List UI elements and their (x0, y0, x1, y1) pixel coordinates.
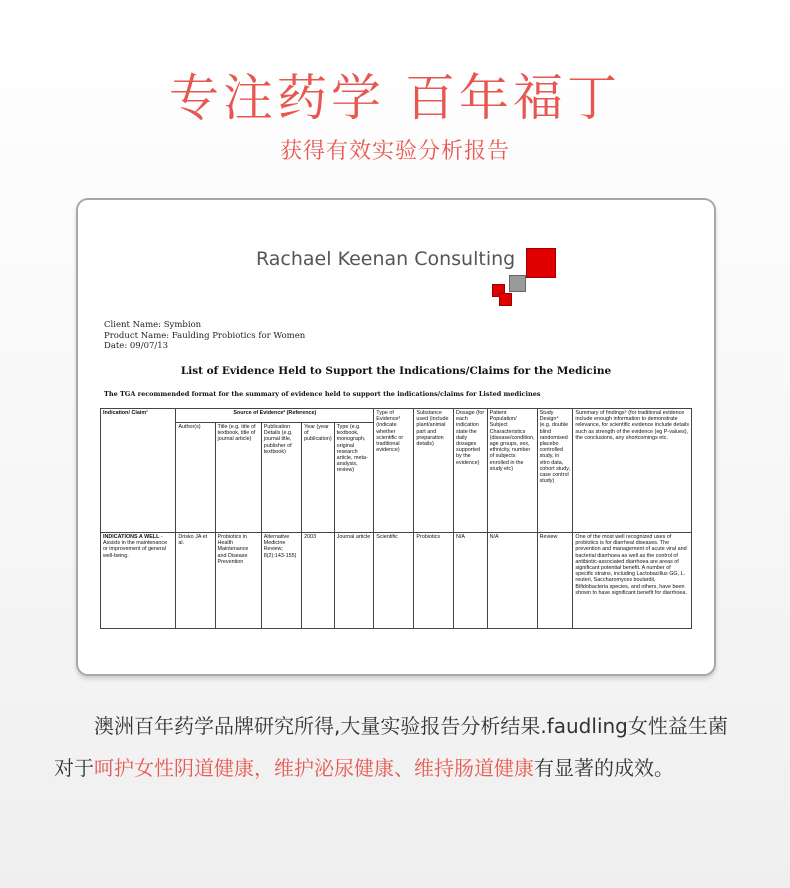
description-paragraph (54, 705, 744, 789)
logo-square-grey (509, 275, 526, 292)
consulting-brand-name: Rachael Keenan Consulting (256, 248, 516, 270)
description-text: 澳洲百年药学品牌研究所得,大量实验报告分析结果.faudling女性益生菌对于 (54, 714, 728, 780)
description-highlight: 呵护女性阴道健康，维护泌尿健康、维持肠道健康 (94, 756, 534, 780)
header-indication: Indication/ Claim¹ (101, 409, 176, 533)
header-source: Source of Evidence² (Reference) (176, 409, 374, 423)
cell-year: 2003 (302, 533, 335, 629)
header-type: Type (e.g. textbook, monograph, original research article, meta-analysis, review) (334, 423, 374, 533)
header-year: Year (year of publication) (302, 423, 335, 533)
header-authors: Author(s) (176, 423, 215, 533)
header-findings: Summary of findings⁵ (for traditional evidence include enough information to demonstrate relevance, for scientific evidence include details such as strength of the evidence (eg P-values), the conclusions, any shortcomings etc. (573, 409, 692, 533)
cell-indication: INDICATIONS A WELL - Assists in the maintenance or improvement of general well-being. (101, 533, 176, 629)
document-heading: List of Evidence Held to Support the Indications/Claims for the Medicine (180, 365, 612, 377)
cell-substance: Probiotics (414, 533, 454, 629)
document-note: The TGA recommended format for the summary of evidence held to support the indications/claims for Listed medicines (104, 390, 541, 398)
header-type-evidence: Type of Evidence³ (indicate whether scientific or traditional evidence) (374, 409, 414, 533)
report-date: Date: 09/07/13 (104, 341, 169, 351)
header-title: Title (e.g. title of textbook, title of journal article) (215, 423, 261, 533)
header-publication: Publication Details (e.g. journal title, publisher of textbook) (261, 423, 301, 533)
header-substance: Substance used (include plant/animal part and preparation details) (414, 409, 454, 533)
cell-findings: One of the most well recognized uses of probiotics is for diarrheal diseases. The prevention and management of acute viral and bacterial diarrhoea as well as the control of antibiotic-associated diarrhoea are areas of significant potential benefit. A number of specific strains, including Lactobacillus GG, L. reuteri, Saccharomyces boulardii, Bifidobacteria species, and others, have been shown to have significant benefit for diarrhoea. (573, 533, 692, 629)
report-document-card (76, 198, 716, 676)
cell-population: N/A (487, 533, 537, 629)
description-text-end: 有显著的成效。 (534, 756, 674, 780)
product-name: Product Name: Faulding Probiotics for Women (104, 330, 306, 341)
cell-authors: Drisko JA et al. (176, 533, 215, 629)
logo-square-red (526, 248, 556, 278)
logo-square-small-red-2 (499, 293, 512, 306)
table-header-row (101, 409, 692, 423)
client-name: Client Name: Symbion (104, 320, 202, 330)
header-design: Study Design⁴ (e.g. double blind randomised placebo controlled study, in vitro data, cohort study, case control study) (537, 409, 573, 533)
page-subtitle: 获得有效实验分析报告 (279, 139, 510, 164)
cell-type-evidence: Scientific (374, 533, 414, 629)
header-population: Patient Population/ Subject Characteristics (disease/condition, age groups, sex, ethnicity, number of subjects enrolled in the study etc) (487, 409, 537, 533)
header-dosage: Dosage (for each indication state the daily dosages supported by the evidence) (454, 409, 488, 533)
page-title: 专注药学 百年福丁 (169, 69, 621, 127)
evidence-table (100, 408, 692, 629)
client-info (104, 320, 305, 352)
cell-type: Journal article (334, 533, 374, 629)
cell-dosage: N/A (454, 533, 488, 629)
cell-design: Review (537, 533, 573, 629)
table-row (101, 533, 692, 629)
cell-title: Probiotics in Health Maintenance and Disease Prevention (215, 533, 261, 629)
cell-publication: Alternative Medicine Review; 8(2):143-155) (261, 533, 301, 629)
